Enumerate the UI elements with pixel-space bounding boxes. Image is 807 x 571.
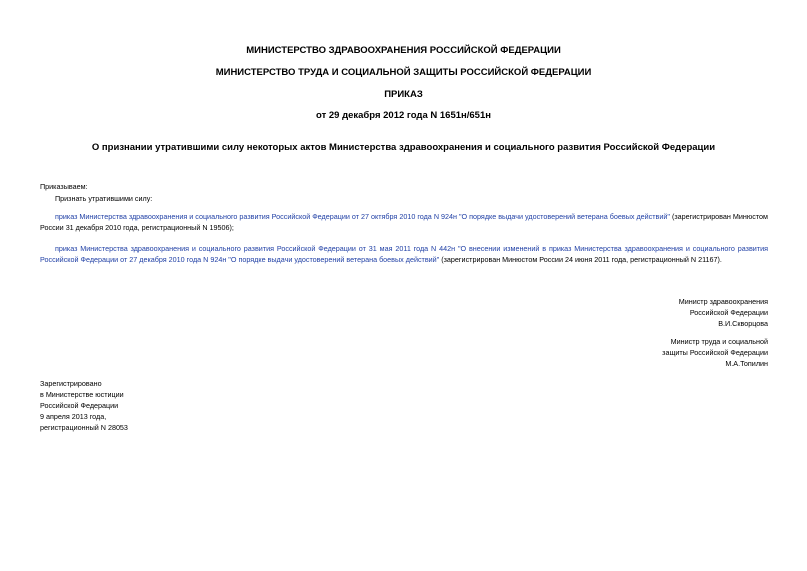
registration-line: регистрационный N 28053 [40, 423, 128, 432]
order-word: Приказываем: [40, 182, 88, 191]
signature-title: Российской Федерации [689, 308, 768, 317]
doc-type-heading: ПРИКАЗ [384, 89, 423, 100]
order-924n-link[interactable]: приказ Министерства здравоохранения и социального развития Российской Федерации от 27 октября 2010 года N 924н "О порядке выдачи удостоверений ветерана боевых действий" [55, 212, 670, 221]
registration-line: Российской Федерации [40, 401, 119, 410]
order-442n-registration: (зарегистрирован Минюстом России 24 июня 2011 года, регистрационный N 21167). [439, 255, 722, 264]
doc-title-heading: О признании утратившими силу некоторых актов Министерства здравоохранения и социального развития Российской Федерации [91, 142, 716, 153]
order-924n-registration: (зарегистрирован Минюстом России 31 декабря 2010 года, регистрационный N 19506); [40, 212, 768, 232]
registration-block [40, 378, 128, 433]
doc-date-heading: от 29 декабря 2012 года N 1651н/651н [316, 110, 491, 121]
registration-line: Зарегистрировано [40, 379, 102, 388]
order-442n-link[interactable]: приказ Министерства здравоохранения и социального развития Российской Федерации от 31 мая 2011 года N 442н "О внесении изменений в приказ Министерства здравоохранения и социального развития Российской Федерации от 27 декабря 2010 года N 924н "О порядке выдачи удостоверений ветерана боевых действий" [40, 244, 768, 264]
ministry-health-heading: МИНИСТЕРСТВО ЗДРАВООХРАНЕНИЯ РОССИЙСКОЙ ФЕДЕРАЦИИ [246, 45, 561, 56]
list-item [40, 211, 768, 233]
registration-line: в Министерстве юстиции [40, 390, 124, 399]
signature-name: М.А.Топилин [725, 359, 768, 368]
ministry-labor-heading: МИНИСТЕРСТВО ТРУДА И СОЦИАЛЬНОЙ ЗАЩИТЫ РОССИЙСКОЙ ФЕДЕРАЦИИ [215, 67, 592, 78]
list-item [40, 243, 768, 265]
signature-title: защиты Российской Федерации [662, 348, 768, 357]
signature-title: Министр здравоохранения [678, 297, 768, 306]
signature-name: В.И.Скворцова [718, 319, 768, 328]
signature-health-minister [679, 296, 768, 329]
signature-labor-minister [662, 336, 768, 369]
registration-line: 9 апреля 2013 года, [40, 412, 107, 421]
signature-title: Министр труда и социальной [670, 337, 768, 346]
recognize-text: Признать утратившими силу: [55, 194, 153, 203]
